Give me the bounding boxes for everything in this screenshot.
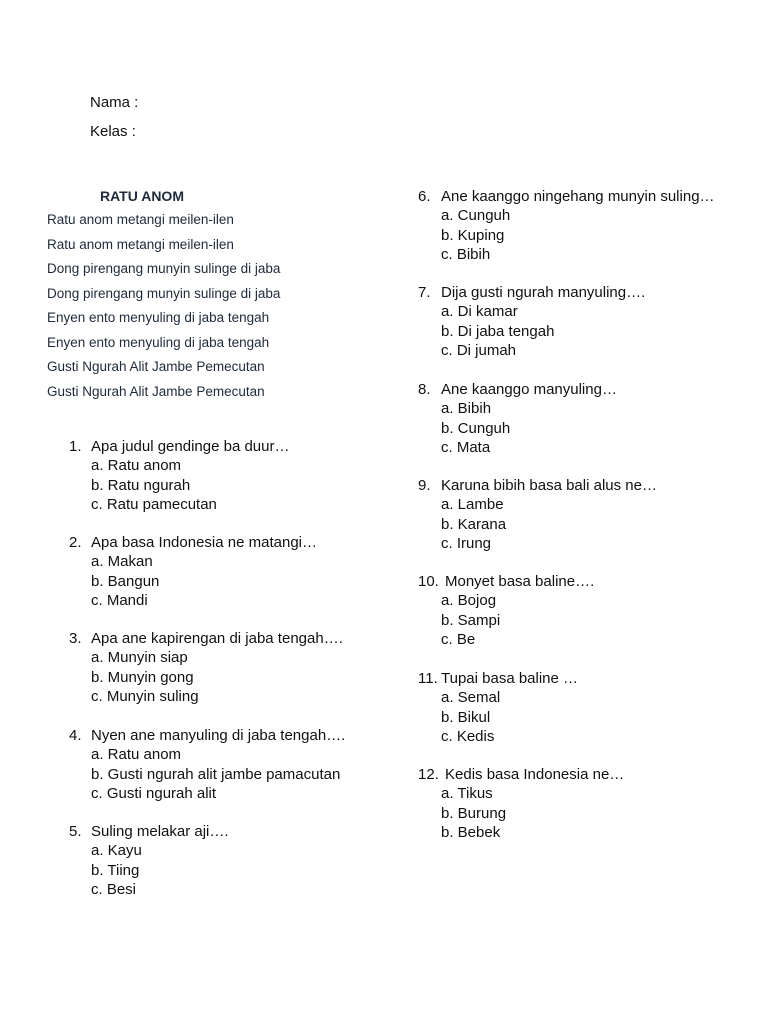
answer-option: b. Gusti ngurah alit jambe pamacutan (91, 765, 341, 783)
poem-line: Gusti Ngurah Alit Jambe Pemecutan (47, 359, 265, 374)
question-12 (418, 765, 624, 842)
name-label: Nama : (90, 94, 139, 111)
question-5 (69, 822, 229, 899)
poem-line: Dong pirengang munyin sulinge di jaba (47, 286, 281, 301)
question-text: Apa judul gendinge ba duur… (91, 438, 290, 455)
question-number: 2. (69, 534, 82, 551)
question-number: 11. (418, 670, 438, 687)
question-number: 12. (418, 766, 439, 783)
poem-line: Enyen ento menyuling di jaba tengah (47, 335, 270, 350)
answer-option: a. Kayu (91, 842, 142, 860)
question-text: Monyet basa baline…. (445, 573, 595, 590)
question-number: 4. (69, 727, 82, 744)
answer-option: b. Burung (441, 804, 507, 822)
poem-line: Ratu anom metangi meilen-ilen (47, 212, 234, 227)
question-number: 7. (418, 284, 431, 301)
answer-option: c. Di jumah (441, 341, 517, 359)
question-text: Ane kaanggo manyuling… (441, 381, 617, 398)
answer-option: a. Ratu anom (91, 457, 182, 475)
question-8 (418, 380, 617, 457)
question-number: 3. (69, 630, 82, 647)
answer-option: a. Lambe (441, 496, 504, 514)
answer-option: c. Ratu pamecutan (91, 495, 217, 513)
question-4 (69, 726, 345, 803)
question-3 (69, 629, 343, 706)
question-number: 8. (418, 381, 431, 398)
question-text: Ane kaanggo ningehang munyin suling… (441, 188, 715, 205)
question-number: 1. (69, 438, 82, 455)
question-text: Apa ane kapirengan di jaba tengah…. (91, 630, 343, 647)
answer-option: b. Bebek (441, 823, 501, 841)
answer-option: c. Mata (441, 438, 491, 456)
answer-option: b. Bangun (91, 572, 160, 590)
answer-option: b. Bikul (441, 708, 491, 726)
answer-option: a. Bojog (441, 592, 497, 610)
answer-option: a. Munyin siap (91, 649, 188, 667)
answer-option: c. Kedis (441, 727, 495, 745)
question-text: Tupai basa baline … (441, 670, 579, 687)
answer-option: a. Cunguh (441, 207, 511, 225)
answer-option: c. Be (441, 630, 476, 648)
answer-option: a. Tikus (441, 785, 493, 803)
question-text: Apa basa Indonesia ne matangi… (91, 534, 317, 551)
answer-option: c. Bibih (441, 245, 491, 263)
answer-option: c. Gusti ngurah alit (91, 784, 217, 802)
answer-option: b. Kuping (441, 226, 505, 244)
question-number: 9. (418, 477, 431, 494)
answer-option: b. Di jaba tengah (441, 322, 555, 340)
question-text: Kedis basa Indonesia ne… (445, 766, 625, 783)
answer-option: c. Besi (91, 880, 137, 898)
question-text: Nyen ane manyuling di jaba tengah…. (91, 727, 346, 744)
question-10 (418, 572, 594, 649)
question-text: Karuna bibih basa bali alus ne… (441, 477, 657, 494)
poem-line: Enyen ento menyuling di jaba tengah (47, 310, 270, 325)
answer-option: b. Tiing (91, 861, 140, 879)
poem-line: Gusti Ngurah Alit Jambe Pemecutan (47, 384, 265, 399)
poem-title: RATU ANOM (100, 188, 184, 204)
answer-option: a. Ratu anom (91, 746, 182, 764)
question-11 (418, 669, 578, 746)
answer-option: c. Munyin suling (91, 687, 199, 705)
answer-option: b. Sampi (441, 611, 501, 629)
answer-option: c. Mandi (91, 591, 148, 609)
question-6 (418, 187, 715, 264)
answer-option: a. Bibih (441, 400, 492, 418)
class-label: Kelas : (90, 123, 136, 140)
question-9 (418, 476, 657, 553)
answer-option: c. Irung (441, 534, 492, 552)
answer-option: b. Munyin gong (91, 668, 194, 686)
question-7 (418, 283, 645, 360)
answer-option: a. Makan (91, 553, 153, 571)
question-number: 6. (418, 188, 431, 205)
question-2 (69, 533, 317, 610)
question-number: 10. (418, 573, 439, 590)
question-number: 5. (69, 823, 82, 840)
answer-option: b. Karana (441, 515, 507, 533)
poem-line: Dong pirengang munyin sulinge di jaba (47, 261, 281, 276)
question-1 (69, 437, 290, 514)
answer-option: b. Ratu ngurah (91, 476, 191, 494)
answer-option: b. Cunguh (441, 419, 511, 437)
answer-option: a. Semal (441, 689, 501, 707)
question-text: Suling melakar aji…. (91, 823, 229, 840)
answer-option: a. Di kamar (441, 303, 518, 321)
poem-line: Ratu anom metangi meilen-ilen (47, 237, 234, 252)
question-text: Dija gusti ngurah manyuling…. (441, 284, 646, 301)
